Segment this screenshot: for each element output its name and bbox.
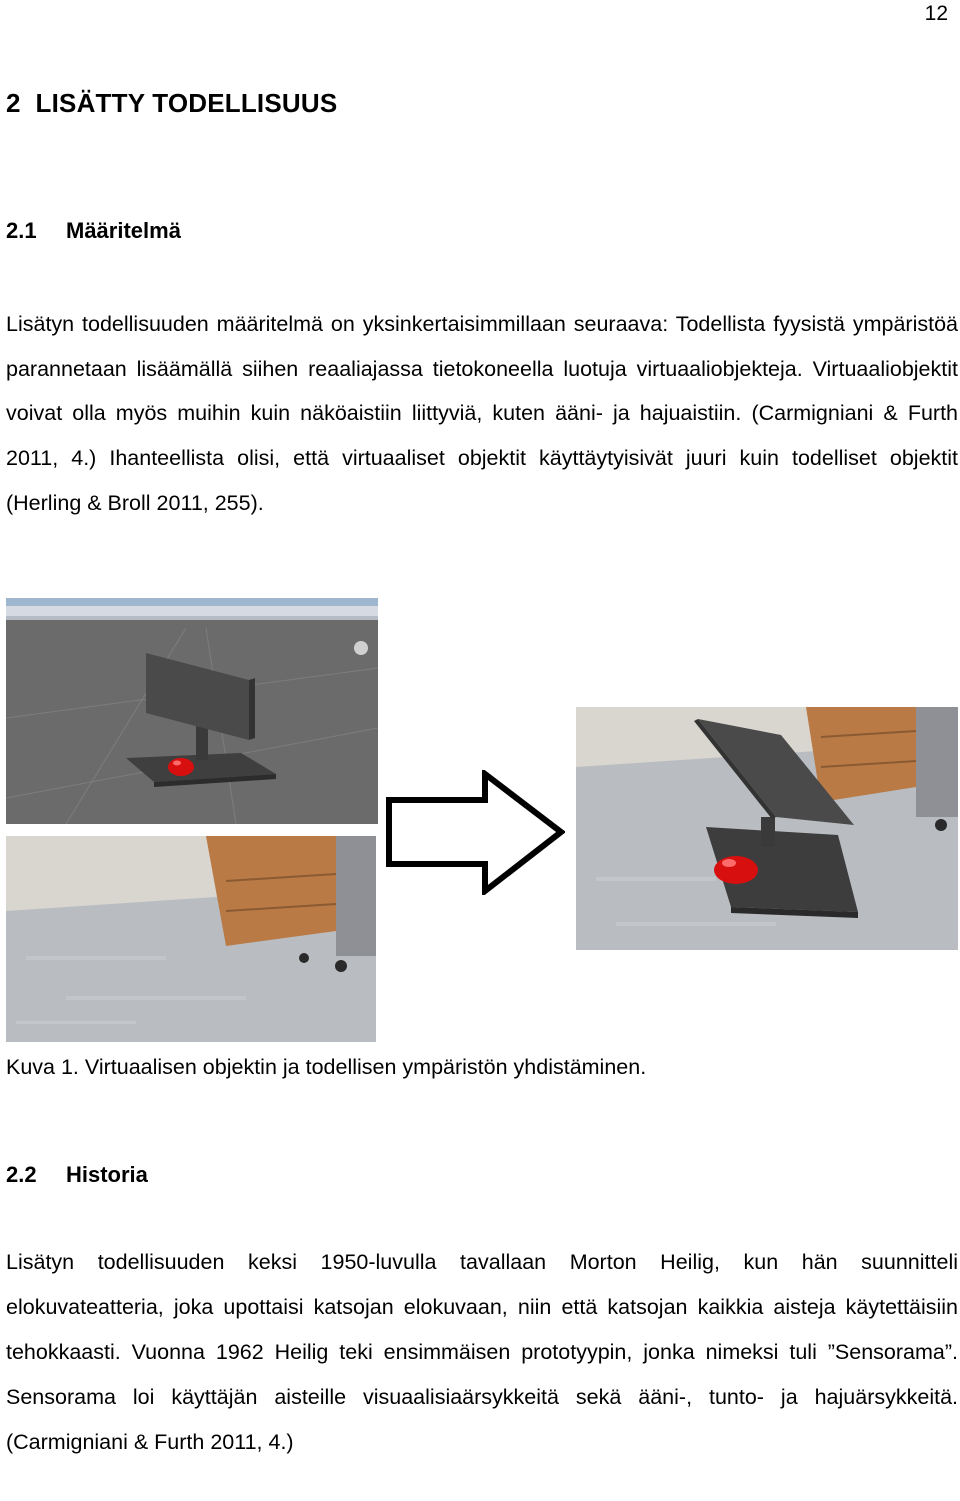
figure-3d-model-view xyxy=(6,598,378,824)
figure-arrow xyxy=(385,770,565,895)
subsection-number: 2.1 xyxy=(6,218,37,243)
augmented-result-illustration xyxy=(576,707,958,950)
real-environment-illustration xyxy=(6,836,376,1042)
subsection-number: 2.2 xyxy=(6,1162,37,1187)
section-number: 2 xyxy=(6,88,21,118)
3d-model-illustration xyxy=(6,598,378,824)
section-title: LISÄTTY TODELLISUUS xyxy=(35,88,338,118)
right-arrow-icon xyxy=(385,770,565,895)
section-heading xyxy=(6,88,337,119)
figure-augmented-result xyxy=(576,707,958,950)
subsection-heading-history xyxy=(6,1162,148,1188)
subsection-heading-definition xyxy=(6,218,181,244)
definition-paragraph: Lisätyn todellisuuden määritelmä on yksinkertaisimmillaan seuraava: Todellista fyysistä ympäristöä parannetaan lisäämällä siihen reaaliajassa tietokoneella luotuja virtuaaliobjekteja. Virtuaaliobjektit voivat olla myös muihin kuin näköaistiin liittyviä, kuten ääni- ja hajuaistiin. (Carmigniani & Furth 2011, 4.) Ihanteellista olisi, että virtuaaliset objektit käyttäytyisivät juuri kuin todelliset objektit (Herling & Broll 2011, 255). xyxy=(6,312,958,515)
page-number: 12 xyxy=(924,2,948,25)
subsection-title: Historia xyxy=(66,1162,148,1187)
figure-real-environment xyxy=(6,836,376,1042)
figure-caption: Kuva 1. Virtuaalisen objektin ja todellisen ympäristön yhdistäminen. xyxy=(6,1055,647,1079)
subsection-title: Määritelmä xyxy=(66,218,181,243)
history-paragraph: Lisätyn todellisuuden keksi 1950-luvulla tavallaan Morton Heilig, kun hän suunnitteli elokuvateatteria, joka upottaisi katsojan elokuvaan, niin että katsojan kaikkia aisteja käytettäisiin tehokkaasti. Vuonna 1962 Heilig teki ensimmäisen prototyypin, jonka nimeksi tuli ”Sensorama”. Sensorama loi käyttäjän aisteille visuaalisiaärsykkeitä sekä ääni-, tunto- ja hajuärsykkeitä. (Carmigniani & Furth 2011, 4.) xyxy=(6,1250,958,1454)
